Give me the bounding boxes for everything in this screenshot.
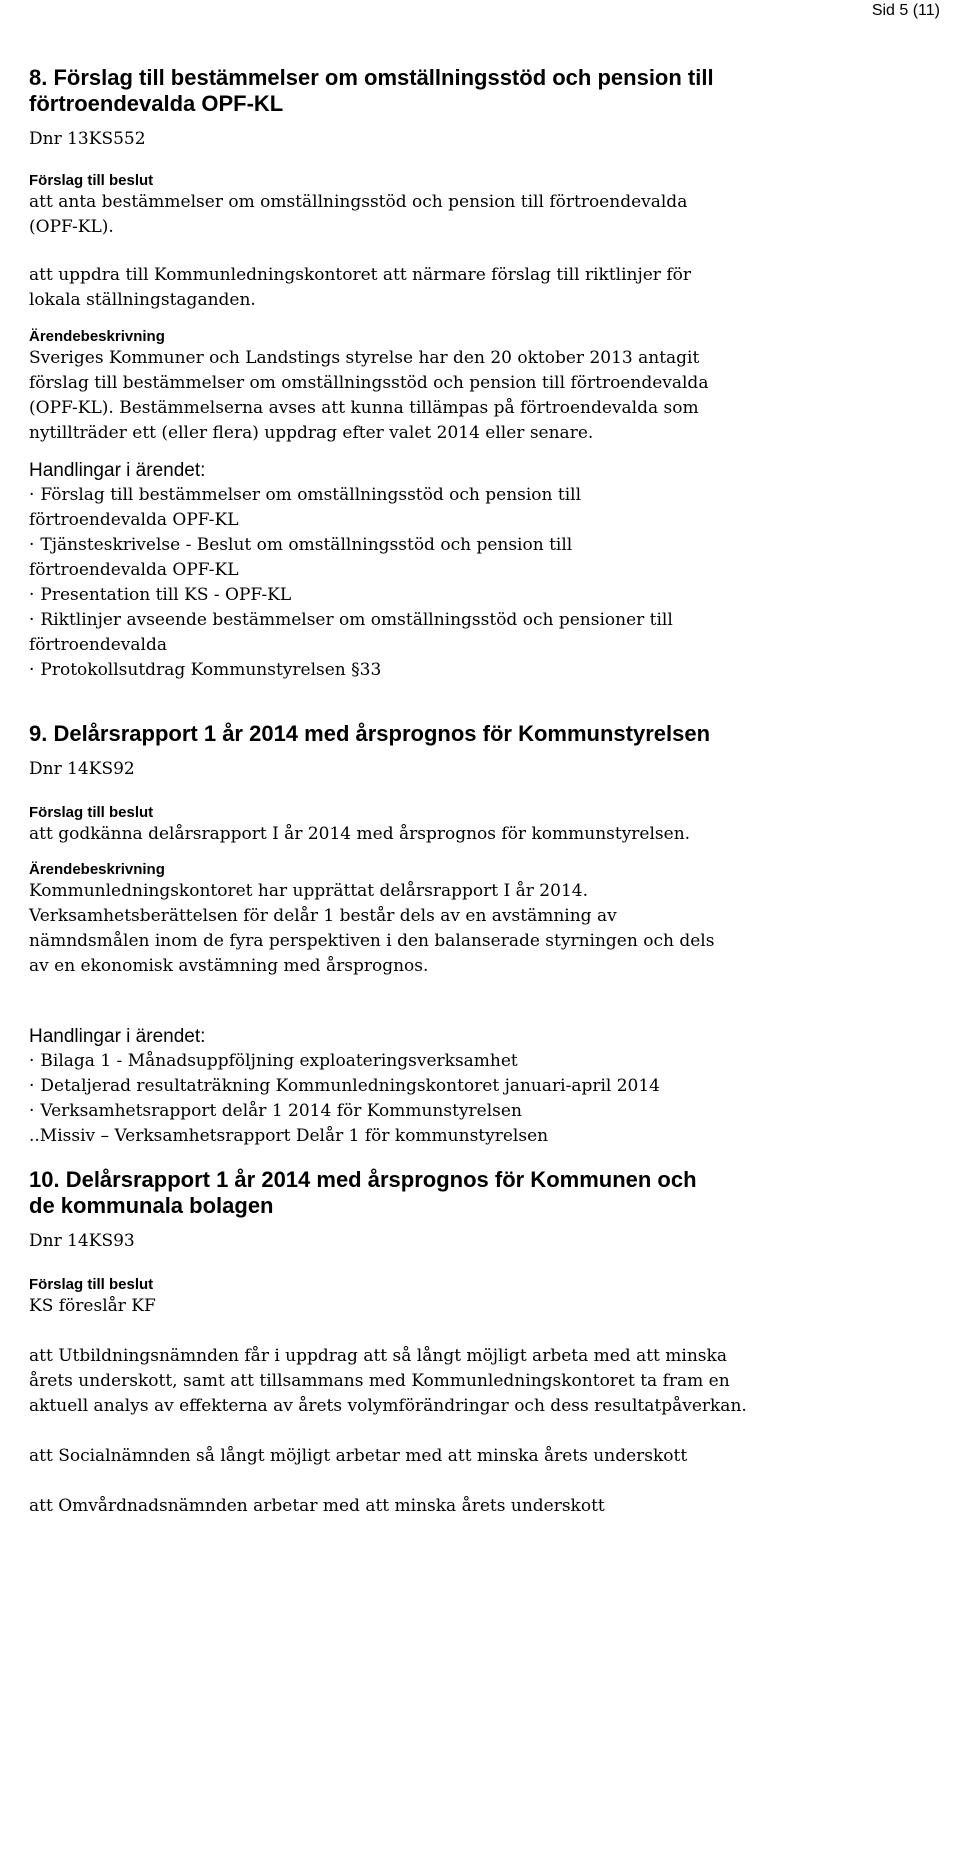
- list-item: · Bilaga 1 - Månadsuppföljning exploateringsverksamhet: [29, 1051, 518, 1071]
- section-10-ks: KS föreslår KF: [29, 1296, 156, 1316]
- section-10-utb-line1: att Utbildningsnämnden får i uppdrag att så långt möjligt arbeta med att minska: [29, 1346, 727, 1366]
- section-8-uppdra-line1: att uppdra till Kommunledningskontoret att närmare förslag till riktlinjer för: [29, 265, 691, 285]
- section-10-forslag-label: Förslag till beslut: [29, 1276, 154, 1293]
- list-item: · Riktlinjer avseende bestämmelser om omställningsstöd och pensioner till: [29, 610, 673, 630]
- section-9-dnr: Dnr 14KS92: [29, 759, 135, 779]
- section-8-handlingar-list: [29, 483, 929, 683]
- section-8-beslut-line1: att anta bestämmelser om omställningsstöd och pension till förtroendevalda: [29, 192, 688, 212]
- section-8-beslut-line2: (OPF-KL).: [29, 217, 114, 237]
- document-body: [29, 65, 929, 1519]
- section-10-title-line2: de kommunala bolagen: [29, 1193, 274, 1218]
- section-8-arende-line1: Sveriges Kommuner och Landstings styrelse har den 20 oktober 2013 antagit: [29, 348, 700, 368]
- section-8-forslag-label: Förslag till beslut: [29, 172, 154, 189]
- section-10-utb-line3: aktuell analys av effekterna av årets volymförändringar och dess resultatpåverkan.: [29, 1396, 747, 1416]
- section-9-handlingar-list: [29, 1049, 929, 1149]
- section-8-dnr: Dnr 13KS552: [29, 129, 146, 149]
- list-item: förtroendevalda OPF-KL: [29, 510, 239, 530]
- section-8-arende-line2: förslag till bestämmelser om omställningsstöd och pension till förtroendevalda: [29, 373, 709, 393]
- section-9-handlingar-label: Handlingar i ärendet:: [29, 1026, 206, 1047]
- list-item: · Verksamhetsrapport delår 1 2014 för Kommunstyrelsen: [29, 1101, 522, 1121]
- section-9-arende-line1: Kommunledningskontoret har upprättat delårsrapport I år 2014.: [29, 881, 588, 901]
- page-number: Sid 5 (11): [871, 2, 940, 19]
- list-item: förtroendevalda OPF-KL: [29, 560, 239, 580]
- section-8-title-line1: 8. Förslag till bestämmelser om omställningsstöd och pension till: [29, 65, 714, 90]
- section-10-omv: att Omvårdnadsnämnden arbetar med att minska årets underskott: [29, 1496, 605, 1516]
- section-9-arende-line2: Verksamhetsberättelsen för delår 1 består dels av en avstämning av: [29, 906, 617, 926]
- list-item: · Förslag till bestämmelser om omställningsstöd och pension till: [29, 485, 582, 505]
- section-8: [29, 65, 929, 683]
- section-8-handlingar-label: Handlingar i ärendet:: [29, 460, 206, 481]
- section-8-arende-line4: nytillträder ett (eller flera) uppdrag efter valet 2014 eller senare.: [29, 423, 594, 443]
- section-8-title-line2: förtroendevalda OPF-KL: [29, 91, 284, 116]
- section-9-title: 9. Delårsrapport 1 år 2014 med årsprognos för Kommunstyrelsen: [29, 721, 711, 746]
- section-9: [29, 721, 929, 1149]
- list-item: förtroendevalda: [29, 635, 167, 655]
- list-item: · Presentation till KS - OPF-KL: [29, 585, 292, 605]
- section-10-soc: att Socialnämnden så långt möjligt arbetar med att minska årets underskott: [29, 1446, 688, 1466]
- list-item: · Protokollsutdrag Kommunstyrelsen §33: [29, 660, 382, 680]
- section-8-arende-line3: (OPF-KL). Bestämmelserna avses att kunna tillämpas på förtroendevalda som: [29, 398, 699, 418]
- section-9-beslut: att godkänna delårsrapport I år 2014 med årsprognos för kommunstyrelsen.: [29, 824, 691, 844]
- section-8-uppdra-line2: lokala ställningstaganden.: [29, 290, 256, 310]
- list-item: ..Missiv – Verksamhetsrapport Delår 1 för kommunstyrelsen: [29, 1126, 549, 1146]
- section-9-arende-line4: av en ekonomisk avstämning med årsprognos.: [29, 956, 429, 976]
- list-item: · Detaljerad resultaträkning Kommunledningskontoret januari-april 2014: [29, 1076, 661, 1096]
- section-9-forslag-label: Förslag till beslut: [29, 804, 154, 821]
- section-10: [29, 1167, 929, 1519]
- section-10-dnr: Dnr 14KS93: [29, 1231, 135, 1251]
- section-10-title-line1: 10. Delårsrapport 1 år 2014 med årsprognos för Kommunen och: [29, 1167, 697, 1192]
- list-item: · Tjänsteskrivelse - Beslut om omställningsstöd och pension till: [29, 535, 573, 555]
- section-9-arende-label: Ärendebeskrivning: [29, 861, 165, 878]
- section-9-arende-line3: nämndsmålen inom de fyra perspektiven i den balanserade styrningen och dels: [29, 931, 715, 951]
- section-10-utb-line2: årets underskott, samt att tillsammans med Kommunledningskontoret ta fram en: [29, 1371, 730, 1391]
- section-8-arende-label: Ärendebeskrivning: [29, 328, 165, 345]
